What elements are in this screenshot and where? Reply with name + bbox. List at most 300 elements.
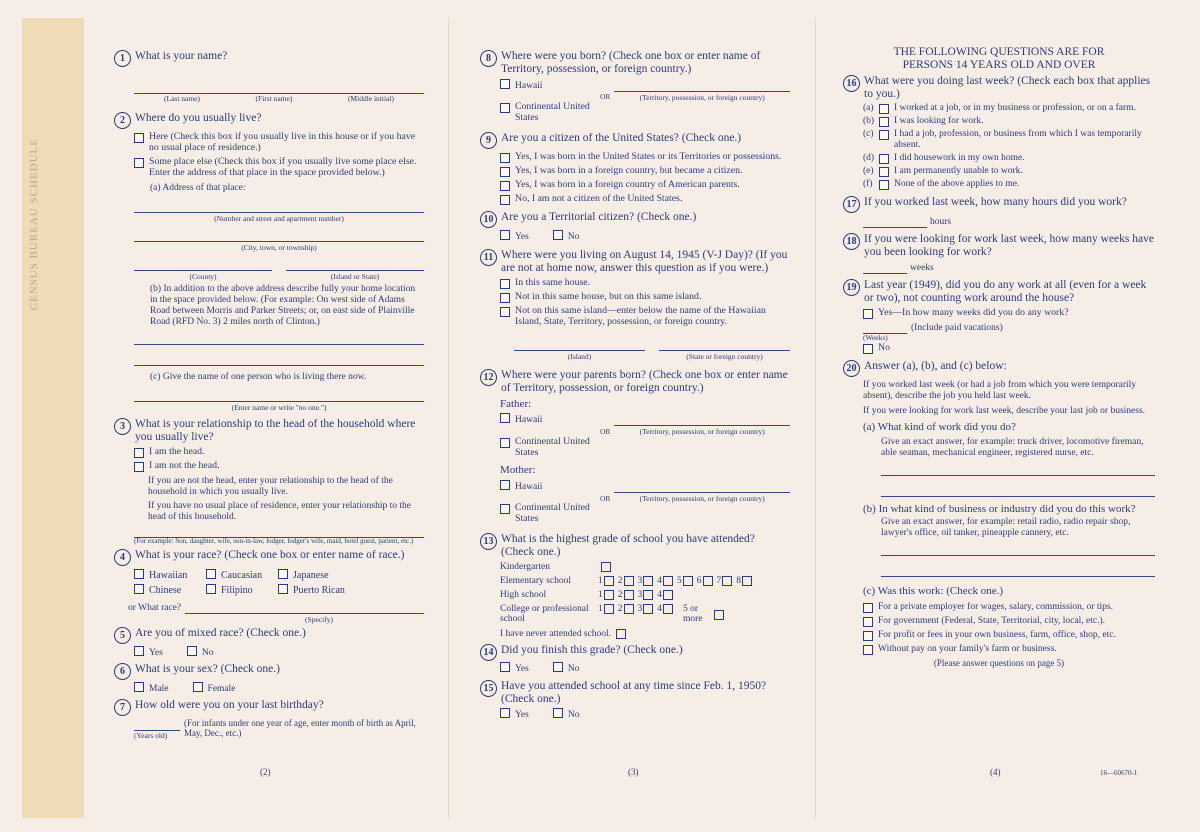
grade-number: 8 xyxy=(736,575,741,586)
option xyxy=(863,179,1155,190)
question-number: 7 xyxy=(114,699,131,716)
question-18 xyxy=(843,233,1155,259)
option xyxy=(500,180,790,191)
checkbox[interactable] xyxy=(553,708,563,718)
option-label: Not in this same house, but on this same island. xyxy=(515,290,702,302)
option-label: I am the head. xyxy=(149,446,205,458)
grade-number: 1 xyxy=(598,575,603,586)
caption: (County) xyxy=(189,272,217,282)
question-number: 19 xyxy=(843,279,860,296)
checkbox[interactable] xyxy=(553,662,563,672)
question-8 xyxy=(480,50,790,76)
option-label: I had a job, profession, or business from which I was temporarily absent. xyxy=(894,129,1142,151)
grade-number: 4 xyxy=(657,575,662,586)
name-field[interactable] xyxy=(134,81,424,94)
grade-number: 2 xyxy=(617,575,623,586)
other-label: or What race? xyxy=(128,602,182,613)
grade-number: 6 xyxy=(696,575,702,586)
option xyxy=(134,447,424,458)
option-label: For profit or fees in your own business, farm, office, shop, etc. xyxy=(878,629,1116,640)
option-label: For a private employer for wages, salary, commission, or tips. xyxy=(878,601,1113,612)
option xyxy=(863,616,1155,627)
option xyxy=(863,166,1155,177)
grade-number: 7 xyxy=(716,575,722,586)
option-label: Caucasian xyxy=(221,570,263,582)
option-list xyxy=(843,602,1155,655)
question-text: How old were you on your last birthday? xyxy=(135,698,324,711)
question-text: Where were your parents born? (Check one box or enter name of Territory, possession, or foreign country.) xyxy=(501,369,788,394)
option xyxy=(134,157,424,179)
checkbox[interactable] xyxy=(601,562,611,572)
checkbox[interactable] xyxy=(616,629,626,639)
industry-field[interactable] xyxy=(881,564,1155,577)
checkbox[interactable] xyxy=(663,576,673,586)
grade-label: Kindergarten xyxy=(500,561,550,572)
form-number: 16—60670-1 xyxy=(1100,769,1138,777)
caption: (Island) xyxy=(567,351,592,361)
question-text: Did you finish this grade? (Check one.) xyxy=(501,644,683,657)
sub-question: (c) Give the name of one person who is living there now. xyxy=(150,372,367,383)
note: (For infants under one year of age, enter month of birth as April, May, Dec., etc.) xyxy=(184,717,416,739)
option xyxy=(500,152,790,163)
option-label: No xyxy=(567,710,580,721)
industry-field[interactable] xyxy=(881,543,1155,556)
question-text: Where were you living on August 14, 1945 (V-J Day)? (If you are not at home now, answer this question as if you were.) xyxy=(501,248,788,274)
option-label: Some place else (Check this box if you usually live some place else. Enter the address of that place in the space provided below.) xyxy=(149,156,417,179)
checkbox[interactable] xyxy=(500,195,510,205)
option xyxy=(134,569,206,582)
option-list xyxy=(863,103,1155,190)
question-1 xyxy=(114,50,424,67)
checkbox[interactable] xyxy=(134,462,144,472)
option-label: No xyxy=(567,664,580,675)
option xyxy=(863,129,1155,151)
option-label: Male xyxy=(149,683,169,694)
option xyxy=(500,81,542,91)
checkbox[interactable] xyxy=(742,576,752,586)
question-number: 4 xyxy=(114,549,131,566)
option xyxy=(500,166,790,177)
note: If you are not the head, enter your relationship to the head of the household in which you usually live. xyxy=(148,476,393,497)
caption: (First name) xyxy=(255,94,293,103)
option xyxy=(134,646,163,659)
question-text: What is the highest grade of school you have attended? (Check one.) xyxy=(501,532,755,558)
caption: (Last name) xyxy=(164,94,201,103)
checkbox[interactable] xyxy=(643,604,653,614)
option-label: Not on this same island—enter below the name of the Hawaiian Island, State, Territory, possession, or foreign country. xyxy=(515,304,766,327)
checkbox[interactable] xyxy=(500,708,510,718)
note: If you have no usual place of residence, enter your relationship to the head of this household. xyxy=(148,500,412,522)
option-letter: (b) xyxy=(863,116,875,127)
caption: (Territory, possession, or foreign country) xyxy=(639,92,765,102)
caption: (Number and street and apartment number) xyxy=(214,213,344,223)
checkbox[interactable] xyxy=(500,79,510,89)
question-number: 2 xyxy=(114,112,131,129)
option-label: I am permanently unable to work. xyxy=(894,166,1023,177)
caption: (Weeks) xyxy=(863,333,888,343)
option-label: No xyxy=(201,647,214,658)
question-9 xyxy=(480,132,790,149)
note: (Include paid vacations) xyxy=(911,323,1003,334)
checkbox[interactable] xyxy=(879,167,889,177)
checkbox[interactable] xyxy=(683,576,693,586)
checkbox[interactable] xyxy=(643,576,653,586)
question-number: 14 xyxy=(480,644,497,661)
note: Give an exact answer, for example: truck driver, locomotive fireman, able seaman, mechanical engineer, registered nurse, etc. xyxy=(881,436,1144,458)
checkbox[interactable] xyxy=(663,590,673,600)
question-text: Have you attended school at any time since Feb. 1, 1950? (Check one.) xyxy=(501,680,767,706)
caption: (State or foreign country) xyxy=(686,351,763,361)
option xyxy=(206,569,278,582)
option xyxy=(206,584,278,597)
note: Give an exact answer, for example: retail radio, radio repair shop, lawyer's office, oil tanker, pineapple cannery, etc. xyxy=(881,517,1131,539)
grade-label: Elementary school xyxy=(500,575,571,586)
city-field[interactable] xyxy=(134,229,424,242)
relationship-field[interactable] xyxy=(134,525,424,538)
caption: (Territory, possession, or foreign country) xyxy=(639,493,765,503)
grade-number: 3 xyxy=(637,575,643,586)
question-text: Where were you born? (Check one box or enter name of Territory, possession, or foreign country.) xyxy=(501,50,761,75)
island-field[interactable] xyxy=(514,346,645,351)
question-5 xyxy=(114,627,424,644)
question-text: What is your name? xyxy=(135,50,228,62)
checkbox[interactable] xyxy=(663,604,673,614)
grade-number: 1 xyxy=(598,603,603,614)
state-field[interactable] xyxy=(659,346,790,351)
question-text: What is your relationship to the head of the household where you usually live? xyxy=(135,418,416,444)
option-letter: (f) xyxy=(863,179,873,190)
checkbox[interactable] xyxy=(278,569,288,579)
question-16 xyxy=(843,75,1155,101)
caption: (City, town, or township) xyxy=(241,243,317,253)
checkbox[interactable] xyxy=(863,617,873,627)
page-3-column xyxy=(480,46,790,721)
option xyxy=(134,461,424,472)
fold-line xyxy=(448,18,449,818)
location-field[interactable] xyxy=(134,353,424,366)
question-number: 18 xyxy=(843,233,860,250)
option-letter: (e) xyxy=(863,166,874,177)
option xyxy=(500,306,790,328)
grade-number: 2 xyxy=(617,603,623,614)
checkbox[interactable] xyxy=(553,230,563,240)
or-label: OR xyxy=(600,493,611,503)
weeks-field[interactable] xyxy=(863,261,907,274)
question-number: 5 xyxy=(114,627,131,644)
option xyxy=(134,682,169,695)
checkbox[interactable] xyxy=(206,584,216,594)
option xyxy=(863,116,1155,127)
question-number: 17 xyxy=(843,196,860,213)
option-label: No, I am not a citizen of the United States. xyxy=(515,193,683,205)
or-label: OR xyxy=(600,427,611,437)
checkbox[interactable] xyxy=(879,180,889,190)
option-label: In this same house. xyxy=(515,276,591,288)
checkbox[interactable] xyxy=(500,153,510,163)
father-birthplace-field[interactable] xyxy=(614,421,790,426)
checkbox[interactable] xyxy=(863,309,873,319)
note: If you worked last week (or had a job from which you were temporarily absent), describe the job you held last week. xyxy=(863,379,1137,401)
option xyxy=(553,708,580,721)
checkbox[interactable] xyxy=(134,569,144,579)
question-text: If you worked last week, how many hours did you work? xyxy=(864,196,1127,209)
checkbox[interactable] xyxy=(500,480,510,490)
footer-note: (Please answer questions on page 5) xyxy=(933,657,1065,668)
grade-label: College or professional school xyxy=(500,603,589,625)
checkbox[interactable] xyxy=(500,438,510,448)
question-text: Answer (a), (b), and (c) below: xyxy=(864,359,1007,372)
checkbox[interactable] xyxy=(624,604,634,614)
question-number: 12 xyxy=(480,369,497,386)
question-number: 13 xyxy=(480,533,497,550)
checkbox[interactable] xyxy=(500,230,510,240)
option-letter: (a) xyxy=(863,103,874,114)
never-attended-label: I have never attended school. xyxy=(500,628,612,639)
grade-label: 5 or more xyxy=(683,603,703,625)
question-13 xyxy=(480,533,790,559)
option-label: I did housework in my own home. xyxy=(894,153,1025,164)
grade-number: 5 xyxy=(677,575,682,586)
grade-number: 3 xyxy=(637,589,643,600)
question-text: Are you a Territorial citizen? (Check one.) xyxy=(501,211,697,224)
question-17 xyxy=(843,196,1155,213)
option-label: For government (Federal, State, Territorial, city, local, etc.). xyxy=(878,615,1105,626)
option-label: Yes xyxy=(515,710,529,721)
checkbox[interactable] xyxy=(500,504,510,514)
option xyxy=(863,630,1155,641)
option xyxy=(553,230,580,243)
option xyxy=(863,602,1155,613)
question-number: 6 xyxy=(114,663,131,680)
checkbox[interactable] xyxy=(879,130,889,140)
option-label: Yes—In how many weeks did you do any work? xyxy=(878,307,1069,319)
sub-question: (a) Address of that place: xyxy=(150,183,246,194)
option xyxy=(500,230,529,243)
checkbox[interactable] xyxy=(879,104,889,114)
option-label: No xyxy=(878,341,890,353)
option xyxy=(500,482,542,492)
checkbox[interactable] xyxy=(879,154,889,164)
question-text: Are you of mixed race? (Check one.) xyxy=(135,626,306,639)
county-field[interactable] xyxy=(134,258,272,271)
option-label: Yes, I was born in a foreign country, but became a citizen. xyxy=(515,165,743,177)
option-label: Yes xyxy=(515,232,529,243)
option-label: No xyxy=(567,232,580,243)
checkbox[interactable] xyxy=(604,576,614,586)
grade-number: 1 xyxy=(598,589,603,600)
sub-question: (b) In addition to the above address describe fully your home location in the space provided below. (For example: On west side of Adams Road between Morris and Parker Streets; or, on east side of Plainville Road (RFD No. 3) 2 miles north of Clinton.) xyxy=(150,284,416,328)
option-label: Without pay on your family's farm or business. xyxy=(878,643,1057,654)
grade-label: High school xyxy=(500,589,547,600)
option-label: Continental United States xyxy=(515,435,590,458)
option xyxy=(863,103,1155,114)
page-number: (4) xyxy=(990,767,1001,777)
option xyxy=(134,584,206,597)
option-label: Hawaii xyxy=(515,481,543,492)
checkbox[interactable] xyxy=(624,590,634,600)
checkbox[interactable] xyxy=(863,603,873,613)
checkbox[interactable] xyxy=(500,413,510,423)
option-label: Here (Check this box if you usually live in this house or if you have no usual place of residence.) xyxy=(149,131,416,154)
checkbox[interactable] xyxy=(500,662,510,672)
checkbox[interactable] xyxy=(722,576,732,586)
checkbox[interactable] xyxy=(187,646,197,656)
question-2 xyxy=(114,112,424,129)
question-text: Last year (1949), did you do any work at all (even for a week or two), not counting work around the house? xyxy=(864,279,1147,305)
option-label: Hawaii xyxy=(515,80,543,91)
option-letter: (d) xyxy=(863,153,875,164)
note: If you were looking for work last week, describe your last job or business. xyxy=(863,405,1146,416)
question-text: Where do you usually live? xyxy=(135,112,262,125)
grade-number: 2 xyxy=(617,589,623,600)
question-4 xyxy=(114,549,424,566)
option xyxy=(500,194,790,205)
question-10 xyxy=(480,211,790,228)
checkbox[interactable] xyxy=(134,133,144,143)
question-11 xyxy=(480,249,790,275)
checkbox[interactable] xyxy=(879,117,889,127)
hours-field[interactable] xyxy=(863,215,927,228)
unit-label: hours xyxy=(930,217,952,228)
option-label: Yes xyxy=(149,647,163,658)
option xyxy=(278,569,388,582)
person-field[interactable] xyxy=(134,389,424,402)
option-label: Yes xyxy=(515,664,529,675)
location-field[interactable] xyxy=(134,332,424,345)
question-19 xyxy=(843,279,1155,305)
question-text: What were you doing last week? (Check each box that applies to you.) xyxy=(864,75,1151,101)
checkbox[interactable] xyxy=(134,448,144,458)
checkbox[interactable] xyxy=(863,631,873,641)
option xyxy=(500,278,790,289)
question-number: 10 xyxy=(480,211,497,228)
grade-number: 3 xyxy=(637,603,643,614)
option-label: Yes, I was born in the United States or its Territories or possessions. xyxy=(515,151,782,163)
checkbox[interactable] xyxy=(703,576,713,586)
caption: (Years old) xyxy=(134,730,168,740)
question-14 xyxy=(480,644,790,661)
option xyxy=(500,292,790,303)
sub-question: (c) Was this work: (Check one.) xyxy=(863,585,1004,598)
option-label: Chinese xyxy=(149,584,182,596)
race-field[interactable] xyxy=(185,601,424,614)
or-label: OR xyxy=(600,92,611,102)
checkbox[interactable] xyxy=(134,682,144,692)
question-3 xyxy=(114,418,424,444)
checkbox[interactable] xyxy=(193,682,203,692)
question-number: 9 xyxy=(480,132,497,149)
caption: (Enter name or write "no one.") xyxy=(231,402,327,412)
checkbox[interactable] xyxy=(500,167,510,177)
mother-birthplace-field[interactable] xyxy=(614,488,790,493)
option xyxy=(500,662,529,675)
checkbox[interactable] xyxy=(206,569,216,579)
checkbox[interactable] xyxy=(134,584,144,594)
page-4-column xyxy=(843,46,1155,668)
checkbox[interactable] xyxy=(624,576,634,586)
option xyxy=(187,646,214,659)
option-letter: (c) xyxy=(863,129,874,140)
caption: (Territory, possession, or foreign country) xyxy=(639,427,765,437)
checkbox[interactable] xyxy=(500,279,510,289)
question-number: 15 xyxy=(480,680,497,697)
checkbox[interactable] xyxy=(500,293,510,303)
checkbox[interactable] xyxy=(604,604,614,614)
question-number: 11 xyxy=(480,249,497,266)
question-text: What is your race? (Check one box or enter name of race.) xyxy=(135,549,405,562)
question-number: 3 xyxy=(114,418,131,435)
option-label: Female xyxy=(207,683,236,694)
checkbox[interactable] xyxy=(134,158,144,168)
occupation-field[interactable] xyxy=(881,484,1155,497)
option xyxy=(134,132,424,154)
street-field[interactable] xyxy=(134,200,424,213)
option xyxy=(193,682,236,695)
binding-strip xyxy=(22,18,84,818)
checkbox[interactable] xyxy=(134,646,144,656)
grade-number: 4 xyxy=(657,589,662,600)
option xyxy=(863,644,1155,655)
option xyxy=(553,662,580,675)
option-label: I am not the head. xyxy=(149,460,220,472)
question-text: Are you a citizen of the United States? (Check one.) xyxy=(501,132,742,145)
question-6 xyxy=(114,663,424,680)
checkbox[interactable] xyxy=(604,590,614,600)
age-field[interactable] xyxy=(134,718,180,731)
option xyxy=(863,308,1155,319)
option xyxy=(863,153,1155,164)
option-label: Yes, I was born in a foreign country of American parents. xyxy=(515,179,740,191)
caption: (For example: Son, daughter, wife, son-in-law, lodger, lodger's wife, maid, hotel guest, patient, etc.) xyxy=(134,536,414,545)
page-number: (3) xyxy=(628,767,639,777)
question-text: What is your sex? (Check one.) xyxy=(135,662,280,675)
option-label: Puerto Rican xyxy=(293,584,345,596)
option-label: None of the above applies to me. xyxy=(894,179,1020,190)
option xyxy=(500,708,529,721)
question-20 xyxy=(843,360,1155,377)
question-7 xyxy=(114,699,424,716)
grade-number: 4 xyxy=(657,603,662,614)
page-2-column xyxy=(114,46,424,740)
checkbox[interactable] xyxy=(643,590,653,600)
island-field[interactable] xyxy=(286,258,424,271)
checkbox[interactable] xyxy=(278,584,288,594)
unit-label: weeks xyxy=(910,263,934,274)
option xyxy=(500,415,542,425)
question-12 xyxy=(480,369,790,395)
checkbox[interactable] xyxy=(500,307,510,317)
option-label: I worked at a job, or in my business or profession, or on a farm. xyxy=(894,103,1136,114)
option-label: Filipino xyxy=(221,584,253,596)
checkbox[interactable] xyxy=(500,103,510,113)
sub-question: (b) In what kind of business or industry did you do this work? xyxy=(863,502,1136,515)
checkbox[interactable] xyxy=(863,645,873,655)
checkbox[interactable] xyxy=(500,181,510,191)
checkbox[interactable] xyxy=(714,610,724,620)
option-label: I was looking for work. xyxy=(894,116,984,127)
option-label: Continental United States xyxy=(515,502,590,524)
caption: (Specify) xyxy=(305,614,333,624)
fold-line xyxy=(815,18,816,818)
question-number: 1 xyxy=(114,50,131,67)
birthplace-field[interactable] xyxy=(614,87,790,92)
occupation-field[interactable] xyxy=(881,463,1155,476)
sub-question: (a) What kind of work did you do? xyxy=(863,421,1016,434)
question-number: 16 xyxy=(843,75,860,92)
caption: (Middle initial) xyxy=(347,94,394,103)
checkbox[interactable] xyxy=(863,344,873,354)
option xyxy=(863,343,1155,354)
